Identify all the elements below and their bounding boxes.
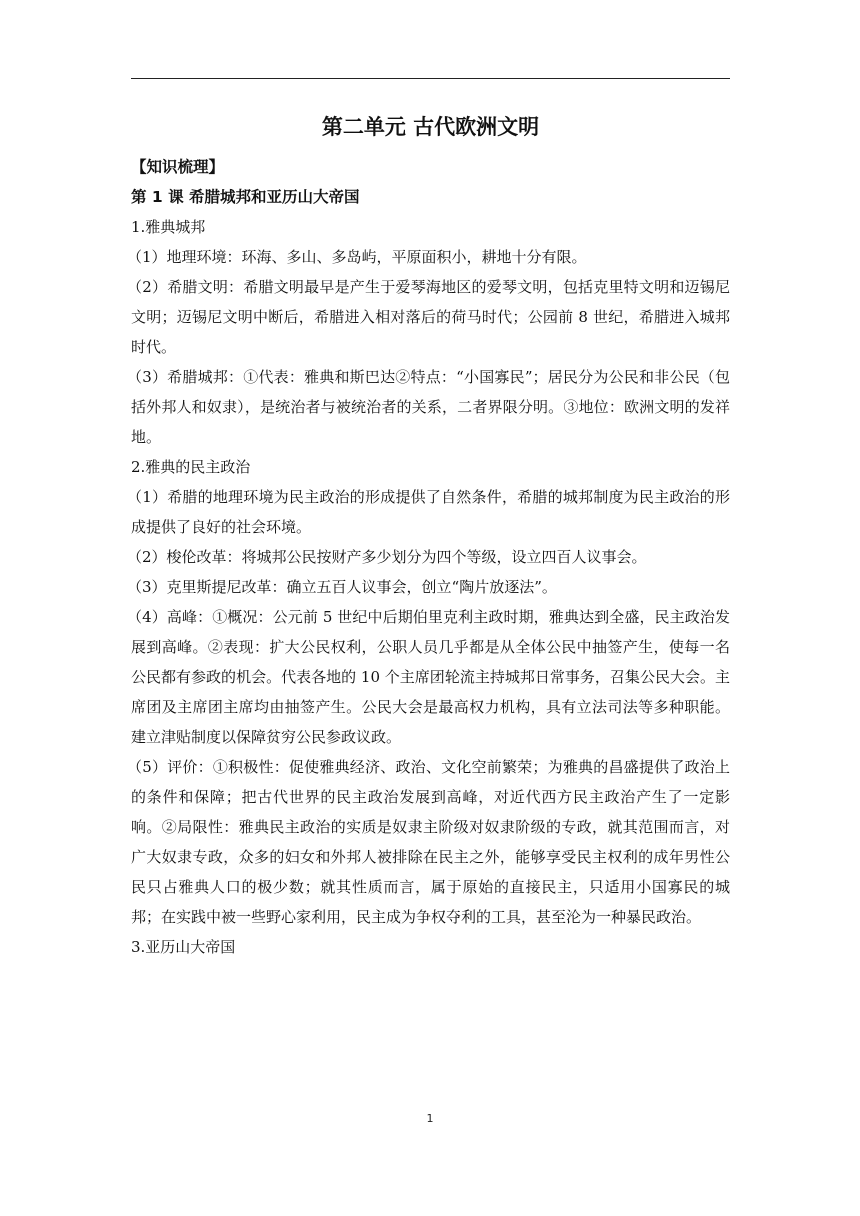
header-rule [131, 78, 730, 79]
paragraph-evaluation: （5）评价：①积极性：促使雅典经济、政治、文化空前繁荣；为雅典的昌盛提供了政治上的条件和保障；把古代世界的民主政治发展到高峰，对近代西方民主政治产生了一定影响。②局限性：雅典民主政治的实质是奴隶主阶级对奴隶阶级的专政，就其范围而言，对广大奴隶专政，众多的妇女和外邦人被排除在民主之外，能够享受民主权利的成年男性公民只占雅典人口的极少数；就其性质而言，属于原始的直接民主，只适用小国寡民的城邦；在实践中被一些野心家利用，民主成为争权夺利的工具，甚至沦为一种暴民政治。 [127, 758, 730, 926]
section-heading-athens-citystate: 1.雅典城邦 [131, 218, 206, 236]
knowledge-heading: 【知识梳理】 [131, 158, 225, 176]
paragraph-geography: （1）地理环境：环海、多山、多岛屿，平原面积小，耕地十分有限。 [127, 248, 587, 266]
paragraph-solon-reform: （2）梭伦改革：将城邦公民按财产多少划分为四个等级，设立四百人议事会。 [127, 548, 647, 566]
section-heading-alexander-empire: 3.亚历山大帝国 [131, 938, 236, 956]
paragraph-peak: （4）高峰：①概况：公元前 5 世纪中后期伯里克利主政时期，雅典达到全盛，民主政治发展到高峰。②表现：扩大公民权利，公职人员几乎都是从全体公民中抽签产生，使每一名公民都有参政的机会。代表各地的 10 个主席团轮流主持城邦日常事务，召集公民大会。主席团及主席团主席均由抽签产生。公民大会是最高权力机构，具有立法司法等多种职能。建立津贴制度以保障贫穷公民参政议政。 [127, 608, 730, 746]
paragraph-greek-citystate: （3）希腊城邦：①代表：雅典和斯巴达②特点：“小国寡民”；居民分为公民和非公民（包括外邦人和奴隶），是统治者与被统治者的关系，二者界限分明。③地位：欧洲文明的发祥地。 [127, 368, 730, 446]
paragraph-greek-civilization: （2）希腊文明：希腊文明最早是产生于爱琴海地区的爱琴文明，包括克里特文明和迈锡尼文明；迈锡尼文明中断后，希腊进入相对落后的荷马时代；公园前 8 世纪，希腊进入城邦时代。 [127, 278, 730, 356]
lesson-heading: 第 1 课 希腊城邦和亚历山大帝国 [131, 188, 360, 206]
paragraph-cleisthenes-reform: （3）克里斯提尼改革：确立五百人议事会，创立“陶片放逐法”。 [127, 578, 557, 596]
page-number: 1 [426, 1112, 434, 1125]
page-title: 第二单元 古代欧洲文明 [321, 115, 540, 139]
paragraph-democracy-conditions: （1）希腊的地理环境为民主政治的形成提供了自然条件，希腊的城邦制度为民主政治的形成提供了良好的社会环境。 [127, 488, 730, 536]
document-body [127, 110, 730, 962]
section-heading-athenian-democracy: 2.雅典的民主政治 [131, 458, 251, 476]
